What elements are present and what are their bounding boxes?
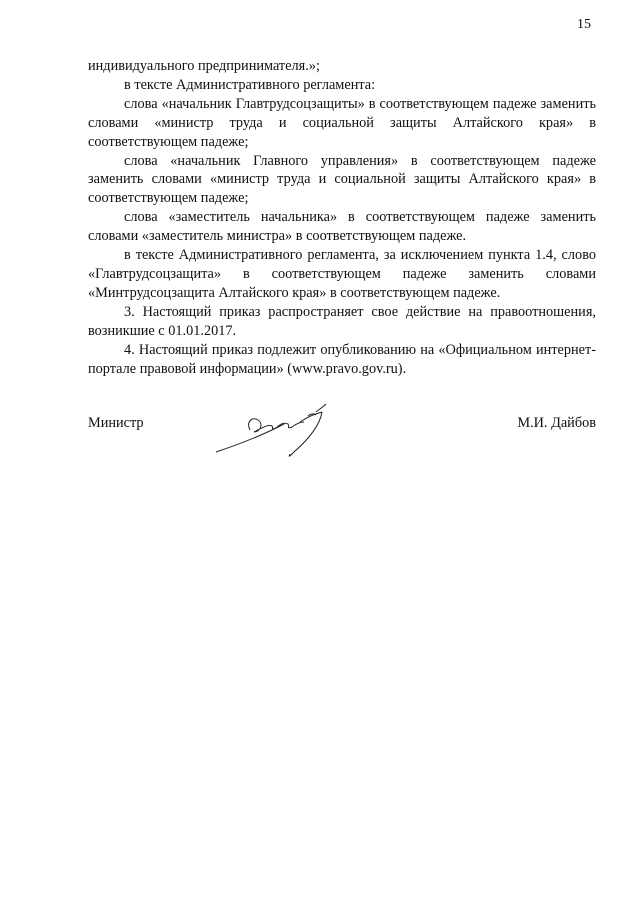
handwritten-signature	[210, 400, 350, 466]
page-number: 15	[577, 17, 591, 32]
paragraph: в тексте Административного регламента, за исключением пункта 1.4, слово «Главтрудсоцзащита» в соответствующем падеже заменить словами «Минтрудсоцзащита Алтайского края» в соответствующем падеже.	[88, 247, 596, 301]
paragraph: слова «начальник Главтрудсоцзащиты» в соответствующем падеже заменить словами «министр труда и социальной защиты Алтайского края» в соответствующем падеже;	[88, 95, 596, 150]
signatory-title: Министр	[88, 415, 144, 431]
paragraph: слова «начальник Главного управления» в соответствующем падеже заменить словами «министр труда и социальной защиты Алтайского края» в соответствующем падеже;	[88, 152, 596, 207]
paragraph: слова «заместитель начальника» в соответствующем падеже заменить словами «заместитель министра» в соответствующем падеже.	[88, 209, 596, 245]
paragraph: 3. Настоящий приказ распространяет свое действие на правоотношения, возникшие с 01.01.2017.	[88, 303, 596, 339]
signature-block	[88, 414, 596, 474]
paragraph: в тексте Административного регламента:	[124, 76, 376, 93]
signatory-name: М.И. Дайбов	[517, 415, 596, 431]
paragraph: 4. Настоящий приказ подлежит опубликованию на «Официальном интернет-портале правовой информации» (www.pravo.gov.ru).	[88, 341, 596, 377]
paragraph: индивидуального предпринимателя.»;	[88, 58, 320, 74]
document-body	[88, 57, 596, 378]
